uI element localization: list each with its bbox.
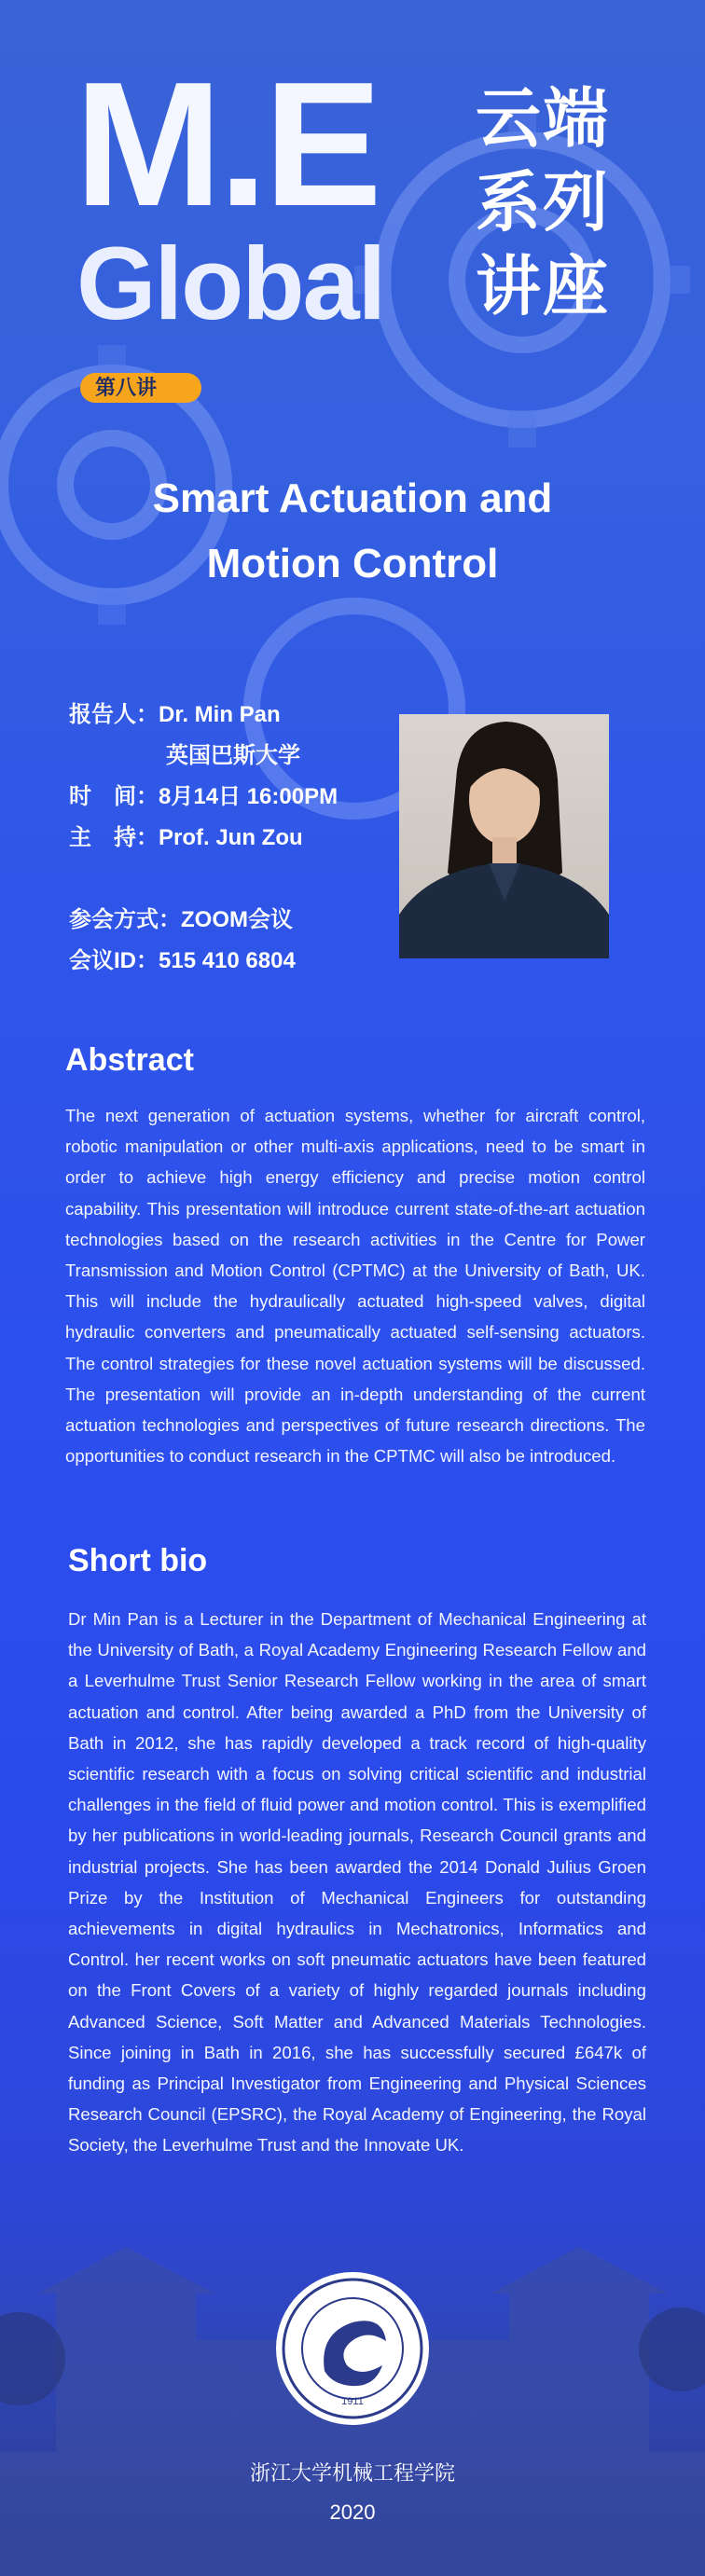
abstract-text: The next generation of actuation systems, whether for aircraft control, robotic manipulation or other multi-axis applications, need to be smart in order to achieve high energy efficiency and precise motion control capability. This presentation will introduce current state-of-the-art actuation technologies based on the research activities in the Centre for Power Transmission and Motion Control (CPTMC) at the University of Bath, UK. This will include the hydraulically actuated high-speed valves, digital hydraulic converters and pneumatically actuated self-sensing actuators. The control strategies for these novel actuation systems will be discussed. The presentation will provide an in-depth understanding of the current actuation technologies and perspectives of future research directions. The opportunities to conduct research in the CPTMC will also be introduced. <box>65 1106 645 1467</box>
talk-title-line1: Smart Actuation and <box>152 475 553 521</box>
time-line: 时 间：8月14日 16:00PM <box>69 784 339 809</box>
affiliation-line: 英国巴斯大学 <box>166 743 300 768</box>
talk-title-line2: Motion Control <box>206 541 499 586</box>
speaker-line: 报告人：Dr. Min Pan <box>69 702 281 727</box>
info-spacer <box>69 859 338 900</box>
poster-year: 2020 <box>329 2500 376 2524</box>
host-line: 主 持：Prof. Jun Zou <box>69 825 303 850</box>
series-cn-line1: 云端 <box>476 82 610 155</box>
episode-badge: 第八讲 <box>80 373 201 403</box>
series-cn-line3: 讲座 <box>476 250 610 323</box>
meeting-id-line: 会议ID：515 410 6804 <box>69 948 296 973</box>
series-cn-line2: 系列 <box>476 166 610 239</box>
abstract-heading: Abstract <box>65 1042 194 1078</box>
school-name: 浙江大学机械工程学院 <box>249 2461 455 2485</box>
method-line: 参会方式：ZOOM会议 <box>69 907 293 932</box>
university-seal-logo <box>272 2268 433 2429</box>
bio-heading: Short bio <box>68 1543 208 1578</box>
speaker-portrait-graphic <box>399 714 609 958</box>
event-info <box>69 695 338 982</box>
talk-title <box>0 466 705 597</box>
speaker-photo <box>399 714 609 958</box>
bio-text: Dr Min Pan is a Lecturer in the Department of Mechanical Engineering at the University of Bath, a Royal Academy Engineering Research Fellow and a Leverhulme Trust Senior Research Fellow working in the area of smart actuation and control. After being awarded a PhD from the University of Bath in 2012, she has rapidly developed a track record of high-quality scientific research with a focus on solving critical scientific and industrial challenges in the field of fluid power and motion control. This is exemplified by her publications in world-leading journals, Research Council grants and industrial projects. She has been awarded the 2014 Donald Julius Groen Prize by the Institution of Mechanical Engineers for outstanding achievements in digital hydraulics in Mechatronics, Informatics and Control. her recent works on soft pneumatic actuators have been featured on the Front Covers of a variety of highly regarded journals including Advanced Science, Soft Matter and Advanced Materials Technologies. Since joining in Bath in 2016, she has successfully secured £647k of funding as Principal Investigator from Engineering and Physical Sciences Research Council (EPSRC), the Royal Academy of Engineering, the Royal Society, the Leverhulme Trust and the Innovate UK. <box>68 1609 646 2156</box>
series-title-chinese <box>476 76 610 328</box>
series-title-global: Global <box>76 227 385 341</box>
series-title-me: M.E <box>75 46 379 243</box>
seal-year: 1911 <box>341 2396 364 2407</box>
